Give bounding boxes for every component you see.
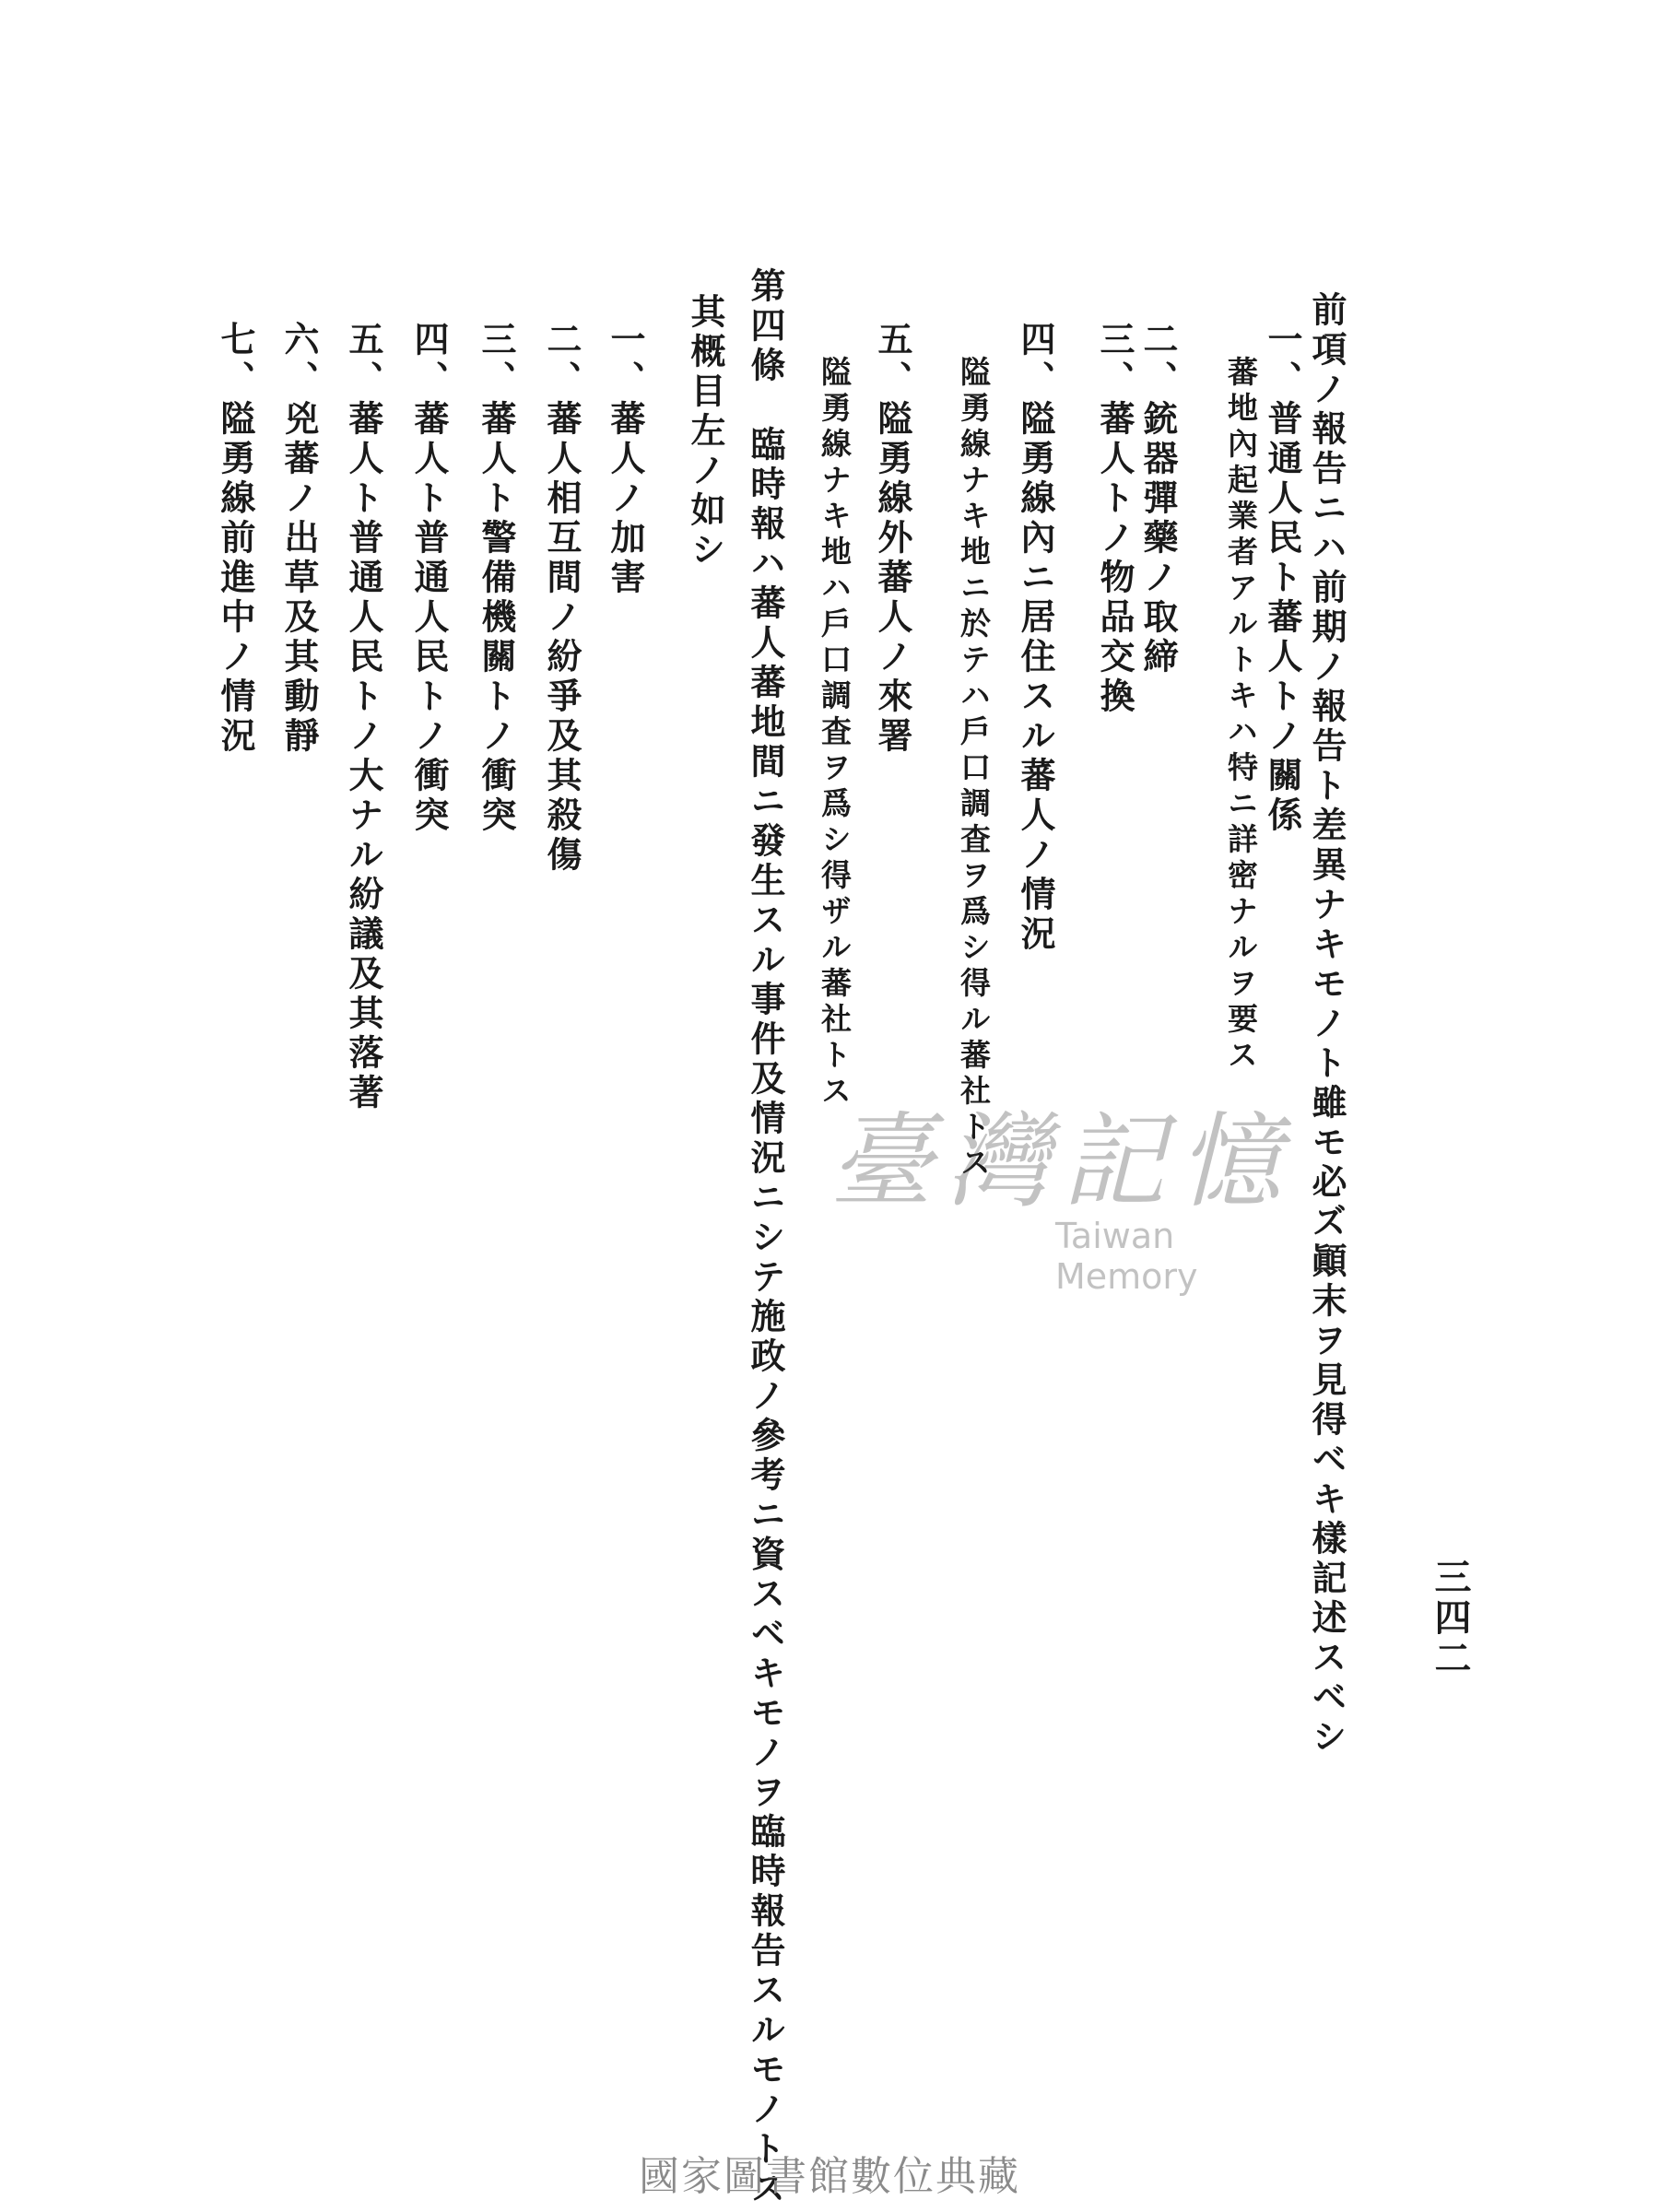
text-column-17: 六、兇蕃ノ出草及其動靜 bbox=[278, 321, 320, 757]
text-column-9: 隘勇線ナキ地ハ戶口調査ヲ爲シ得ザル蕃社トス bbox=[817, 356, 853, 1111]
text-column-5: 三、蕃人トノ物品交換 bbox=[1094, 321, 1135, 717]
text-column-11: 其概目左ノ如シ bbox=[685, 293, 726, 571]
text-column-13: 二、蕃人相互間ノ紛爭及其殺傷 bbox=[541, 321, 582, 876]
footer-credit: 國家圖書館數位典藏 bbox=[639, 2153, 1020, 2200]
text-column-2: 一、普通人民ト蕃人トノ關係 bbox=[1262, 321, 1303, 836]
watermark-english-text: Taiwan Memory bbox=[1055, 1216, 1198, 1297]
text-column-12: 一、蕃人ノ加害 bbox=[605, 321, 646, 598]
page-number: 三四二 bbox=[1429, 1558, 1472, 1679]
text-column-7: 隘勇線ナキ地ニ於テハ戶口調査ヲ爲シ得ル蕃社トス bbox=[956, 356, 992, 1182]
text-column-10: 第四條 臨時報ハ蕃人蕃地間ニ發生スル事件及情況ニシテ施政ノ參考ニ資スベキモノヲ臨時報告スルモノトス bbox=[745, 267, 786, 2209]
text-column-4: 二、銃器彈藥ノ取締 bbox=[1137, 321, 1179, 677]
text-column-6: 四、隘勇線內ニ居住スル蕃人ノ情況 bbox=[1015, 321, 1056, 955]
text-column-16: 五、蕃人ト普通人民トノ大ナル紛議及其落著 bbox=[343, 321, 384, 1113]
text-column-8: 五、隘勇線外蕃人ノ來署 bbox=[872, 321, 913, 757]
text-column-1: 前項ノ報告ニハ前期ノ報告ト差異ナキモノト雖モ必ズ顚末ヲ見得ベキ樣記述スベシ bbox=[1306, 291, 1347, 1758]
text-column-15: 四、蕃人ト普通人民トノ衝突 bbox=[408, 321, 450, 836]
watermark-logo bbox=[830, 1102, 1309, 1297]
watermark-chinese-text: 臺灣記憶 bbox=[830, 1102, 1294, 1222]
text-column-18: 七、隘勇線前進中ノ情況 bbox=[215, 321, 256, 757]
text-column-14: 三、蕃人ト警備機關トノ衝突 bbox=[476, 321, 517, 836]
text-column-3: 蕃地內起業者アルトキハ特ニ詳密ナルヲ要ス bbox=[1223, 356, 1259, 1075]
